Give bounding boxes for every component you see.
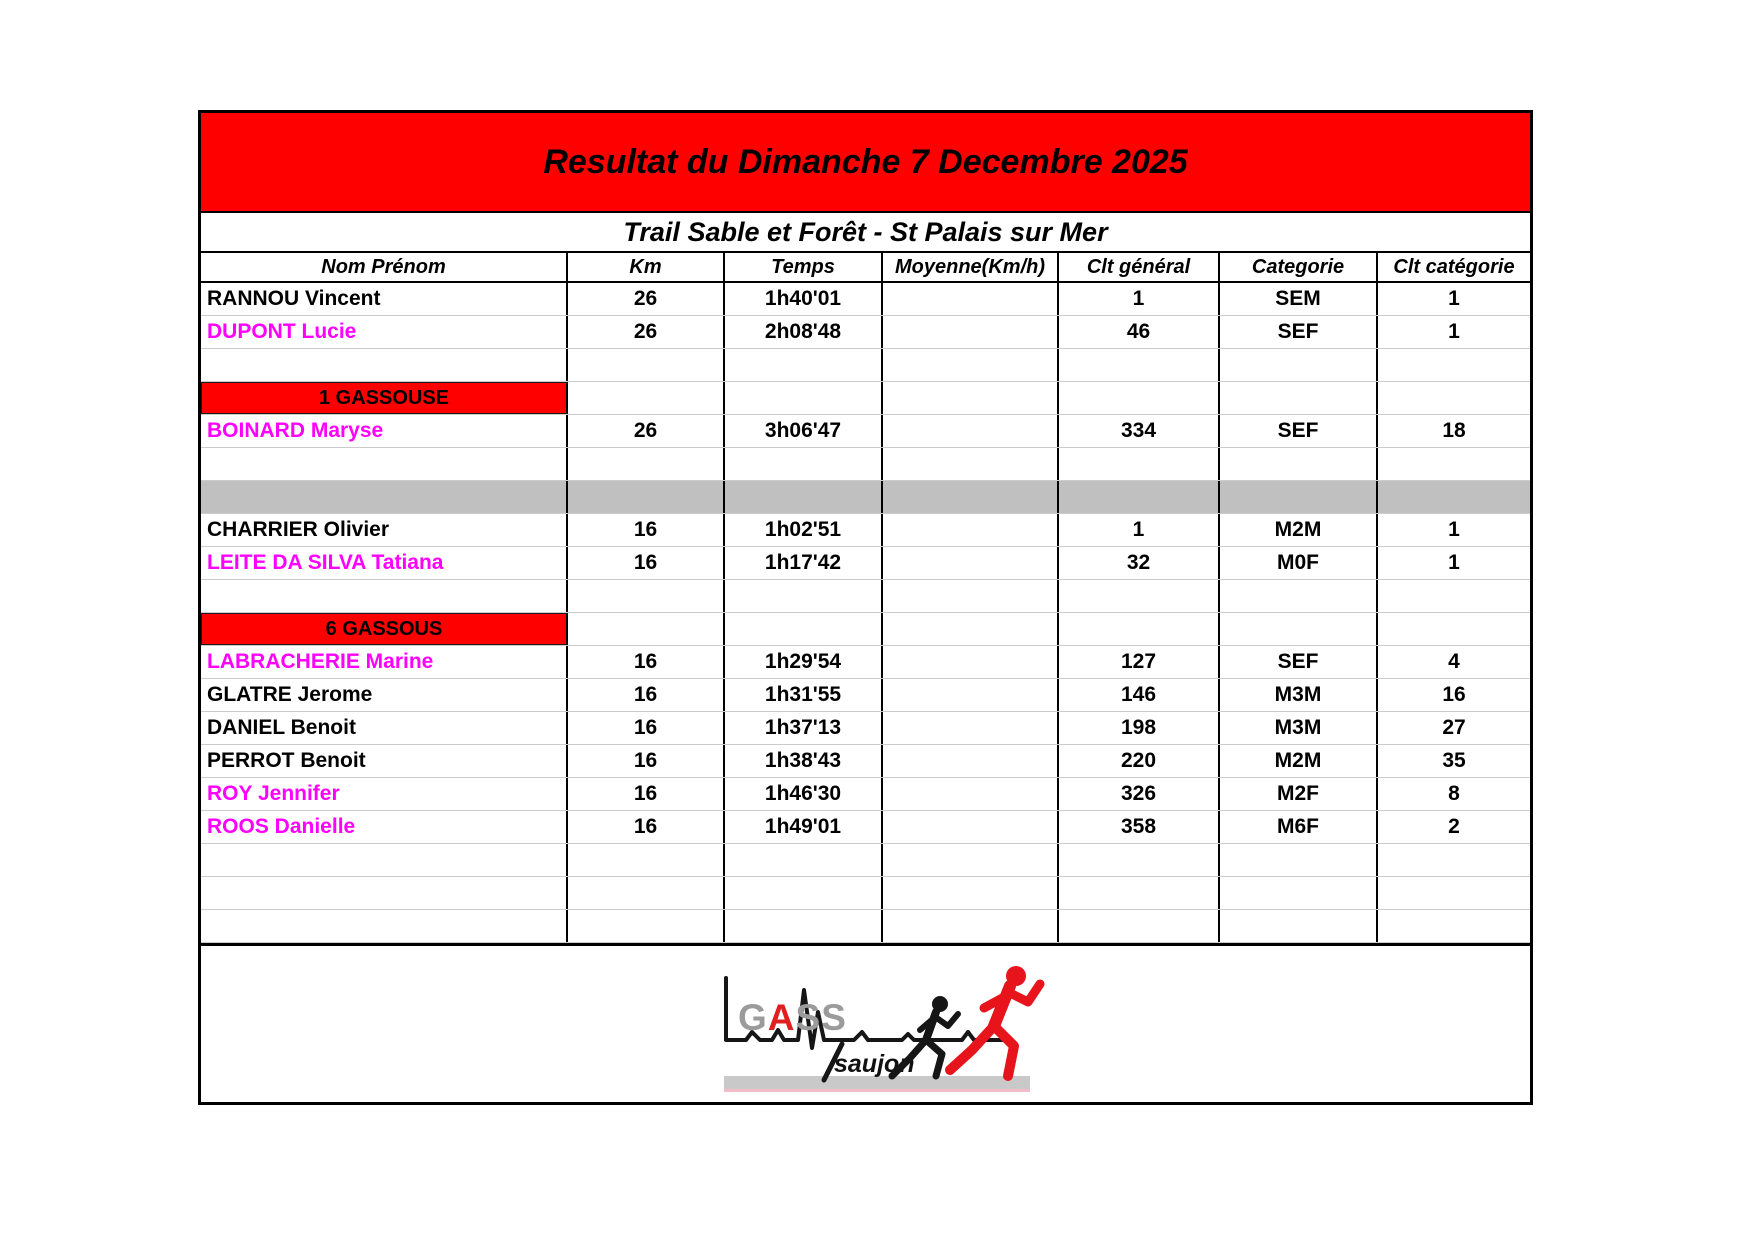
cell-name: LABRACHERIE Marine [201, 646, 568, 678]
column-header: Categorie [1220, 253, 1378, 281]
cell-empty [1059, 910, 1220, 942]
cell-categorie: M0F [1220, 547, 1378, 579]
cell-empty [568, 580, 725, 612]
cell-moyenne [883, 283, 1059, 315]
cell-empty [201, 349, 568, 381]
cell-name: ROOS Danielle [201, 811, 568, 843]
cell-km: 16 [568, 646, 725, 678]
cell-empty [1220, 844, 1378, 876]
cell-categorie: M2M [1220, 745, 1378, 777]
column-header: Km [568, 253, 725, 281]
separator-row [201, 481, 1530, 514]
section-label: 6 GASSOUS [201, 613, 568, 645]
cell-clt_general: 46 [1059, 316, 1220, 348]
cell-empty [201, 844, 568, 876]
cell-empty [725, 910, 883, 942]
cell-empty [1059, 382, 1220, 414]
club-logo [716, 952, 1046, 1102]
cell-empty [725, 349, 883, 381]
cell-empty [1378, 382, 1530, 414]
result-row [201, 811, 1530, 844]
cell-categorie: SEF [1220, 415, 1378, 447]
title-banner [201, 113, 1530, 213]
cell-empty [1220, 580, 1378, 612]
cell-empty [1059, 877, 1220, 909]
cell-name: DUPONT Lucie [201, 316, 568, 348]
result-row [201, 415, 1530, 448]
cell-temps: 2h08'48 [725, 316, 883, 348]
page-title: Resultat du Dimanche 7 Decembre 2025 [543, 142, 1188, 181]
result-row [201, 646, 1530, 679]
section-row [201, 613, 1530, 646]
cell-clt_categorie: 27 [1442, 716, 1466, 739]
cell-moyenne [883, 415, 1059, 447]
cell-empty [883, 877, 1059, 909]
red-runner-icon [950, 966, 1040, 1076]
cell-empty [725, 481, 883, 513]
cell-empty [883, 844, 1059, 876]
cell-empty [1378, 877, 1530, 909]
cell-name: RANNOU Vincent [201, 283, 568, 315]
cell-empty [1059, 844, 1220, 876]
cell-clt_categorie: 4 [1448, 650, 1460, 673]
result-row [201, 778, 1530, 811]
cell-empty [1378, 613, 1530, 645]
cell-empty [1059, 613, 1220, 645]
cell-clt_categorie: 1 [1448, 320, 1460, 343]
result-row [201, 679, 1530, 712]
cell-name: ROY Jennifer [201, 778, 568, 810]
logo-letters-ss: SS [795, 997, 847, 1038]
results-grid [201, 251, 1530, 943]
cell-km: 16 [568, 811, 725, 843]
cell-empty [1059, 448, 1220, 480]
cell-empty [568, 910, 725, 942]
cell-empty [725, 580, 883, 612]
empty-row [201, 910, 1530, 943]
cell-km: 16 [568, 679, 725, 711]
cell-empty [1220, 910, 1378, 942]
cell-empty [201, 877, 568, 909]
cell-name: GLATRE Jerome [201, 679, 568, 711]
cell-empty [201, 580, 568, 612]
result-row [201, 283, 1530, 316]
cell-empty [568, 349, 725, 381]
cell-empty [725, 844, 883, 876]
cell-empty [1220, 382, 1378, 414]
cell-moyenne [883, 745, 1059, 777]
cell-clt_categorie: 1 [1448, 518, 1460, 541]
cell-name: PERROT Benoit [201, 745, 568, 777]
cell-clt_general: 146 [1059, 679, 1220, 711]
cell-km: 26 [568, 283, 725, 315]
result-row [201, 547, 1530, 580]
cell-empty [568, 877, 725, 909]
cell-empty [1220, 877, 1378, 909]
cell-empty [883, 910, 1059, 942]
cell-moyenne [883, 679, 1059, 711]
column-header-row [201, 251, 1530, 283]
cell-empty [725, 613, 883, 645]
cell-km: 26 [568, 415, 725, 447]
cell-empty [1378, 844, 1530, 876]
cell-empty [1059, 349, 1220, 381]
cell-empty [568, 481, 725, 513]
cell-moyenne [883, 514, 1059, 546]
cell-clt_categorie: 16 [1442, 683, 1466, 706]
logo-city-name: saujon [833, 1050, 915, 1078]
cell-empty [883, 580, 1059, 612]
cell-temps: 1h02'51 [725, 514, 883, 546]
cell-categorie: SEF [1220, 316, 1378, 348]
cell-km: 16 [568, 778, 725, 810]
result-row [201, 514, 1530, 547]
cell-moyenne [883, 712, 1059, 744]
cell-clt_categorie: 8 [1448, 782, 1460, 805]
cell-empty [1059, 580, 1220, 612]
cell-temps: 1h38'43 [725, 745, 883, 777]
cell-empty [725, 448, 883, 480]
cell-empty [201, 481, 568, 513]
cell-empty [725, 877, 883, 909]
empty-row [201, 844, 1530, 877]
column-header: Moyenne(Km/h) [883, 253, 1059, 281]
result-row [201, 745, 1530, 778]
cell-empty [568, 382, 725, 414]
cell-empty [1059, 481, 1220, 513]
cell-categorie: SEF [1220, 646, 1378, 678]
cell-temps: 3h06'47 [725, 415, 883, 447]
cell-clt_general: 198 [1059, 712, 1220, 744]
logo-ground-line [724, 1089, 1030, 1092]
logo-letter-g: G [737, 997, 768, 1038]
cell-clt_general: 32 [1059, 547, 1220, 579]
cell-temps: 1h17'42 [725, 547, 883, 579]
cell-km: 16 [568, 514, 725, 546]
cell-clt_categorie: 18 [1442, 419, 1466, 442]
cell-clt_categorie: 1 [1448, 287, 1460, 310]
cell-name: LEITE DA SILVA Tatiana [201, 547, 568, 579]
cell-empty [725, 382, 883, 414]
column-header: Temps [725, 253, 883, 281]
subtitle-row [201, 213, 1530, 251]
cell-clt_general: 220 [1059, 745, 1220, 777]
cell-km: 26 [568, 316, 725, 348]
cell-name: DANIEL Benoit [201, 712, 568, 744]
cell-temps: 1h40'01 [725, 283, 883, 315]
cell-categorie: SEM [1220, 283, 1378, 315]
result-row [201, 712, 1530, 745]
cell-temps: 1h29'54 [725, 646, 883, 678]
cell-moyenne [883, 811, 1059, 843]
cell-moyenne [883, 316, 1059, 348]
cell-empty [568, 844, 725, 876]
cell-categorie: M3M [1220, 712, 1378, 744]
cell-temps: 1h37'13 [725, 712, 883, 744]
cell-clt_general: 1 [1059, 514, 1220, 546]
cell-clt_general: 127 [1059, 646, 1220, 678]
cell-empty [1220, 349, 1378, 381]
cell-clt_general: 334 [1059, 415, 1220, 447]
logo-footer [201, 943, 1530, 1102]
cell-empty [1220, 613, 1378, 645]
cell-empty [1378, 481, 1530, 513]
cell-empty [883, 349, 1059, 381]
column-header: Nom Prénom [201, 253, 568, 281]
cell-moyenne [883, 547, 1059, 579]
results-sheet [198, 110, 1533, 1105]
cell-clt_general: 1 [1059, 283, 1220, 315]
cell-categorie: M2F [1220, 778, 1378, 810]
column-header: Clt général [1059, 253, 1220, 281]
cell-name: BOINARD Maryse [201, 415, 568, 447]
cell-name: CHARRIER Olivier [201, 514, 568, 546]
cell-clt_categorie: 1 [1448, 551, 1460, 574]
empty-row [201, 877, 1530, 910]
cell-empty [883, 481, 1059, 513]
cell-temps: 1h31'55 [725, 679, 883, 711]
result-row [201, 316, 1530, 349]
cell-empty [568, 613, 725, 645]
cell-categorie: M2M [1220, 514, 1378, 546]
black-runner-icon [892, 996, 958, 1076]
cell-empty [1378, 910, 1530, 942]
cell-clt_general: 326 [1059, 778, 1220, 810]
cell-clt_categorie: 35 [1442, 749, 1466, 772]
cell-empty [1220, 448, 1378, 480]
cell-moyenne [883, 778, 1059, 810]
section-label: 1 GASSOUSE [201, 382, 568, 414]
cell-km: 16 [568, 712, 725, 744]
cell-moyenne [883, 646, 1059, 678]
cell-empty [883, 448, 1059, 480]
race-subtitle: Trail Sable et Forêt - St Palais sur Mer [623, 216, 1108, 247]
cell-empty [201, 910, 568, 942]
cell-clt_categorie: 2 [1448, 815, 1460, 838]
cell-empty [1378, 349, 1530, 381]
cell-empty [1220, 481, 1378, 513]
cell-temps: 1h49'01 [725, 811, 883, 843]
cell-empty [1378, 448, 1530, 480]
cell-clt_general: 358 [1059, 811, 1220, 843]
cell-empty [883, 613, 1059, 645]
empty-row [201, 349, 1530, 382]
cell-categorie: M3M [1220, 679, 1378, 711]
logo-club-name [738, 997, 847, 1038]
cell-empty [1378, 580, 1530, 612]
cell-categorie: M6F [1220, 811, 1378, 843]
cell-km: 16 [568, 745, 725, 777]
empty-row [201, 580, 1530, 613]
cell-km: 16 [568, 547, 725, 579]
cell-empty [201, 448, 568, 480]
column-header: Clt catégorie [1393, 255, 1515, 278]
logo-letter-a: A [767, 997, 796, 1038]
cell-temps: 1h46'30 [725, 778, 883, 810]
empty-row [201, 448, 1530, 481]
cell-empty [883, 382, 1059, 414]
cell-empty [568, 448, 725, 480]
section-row [201, 382, 1530, 415]
